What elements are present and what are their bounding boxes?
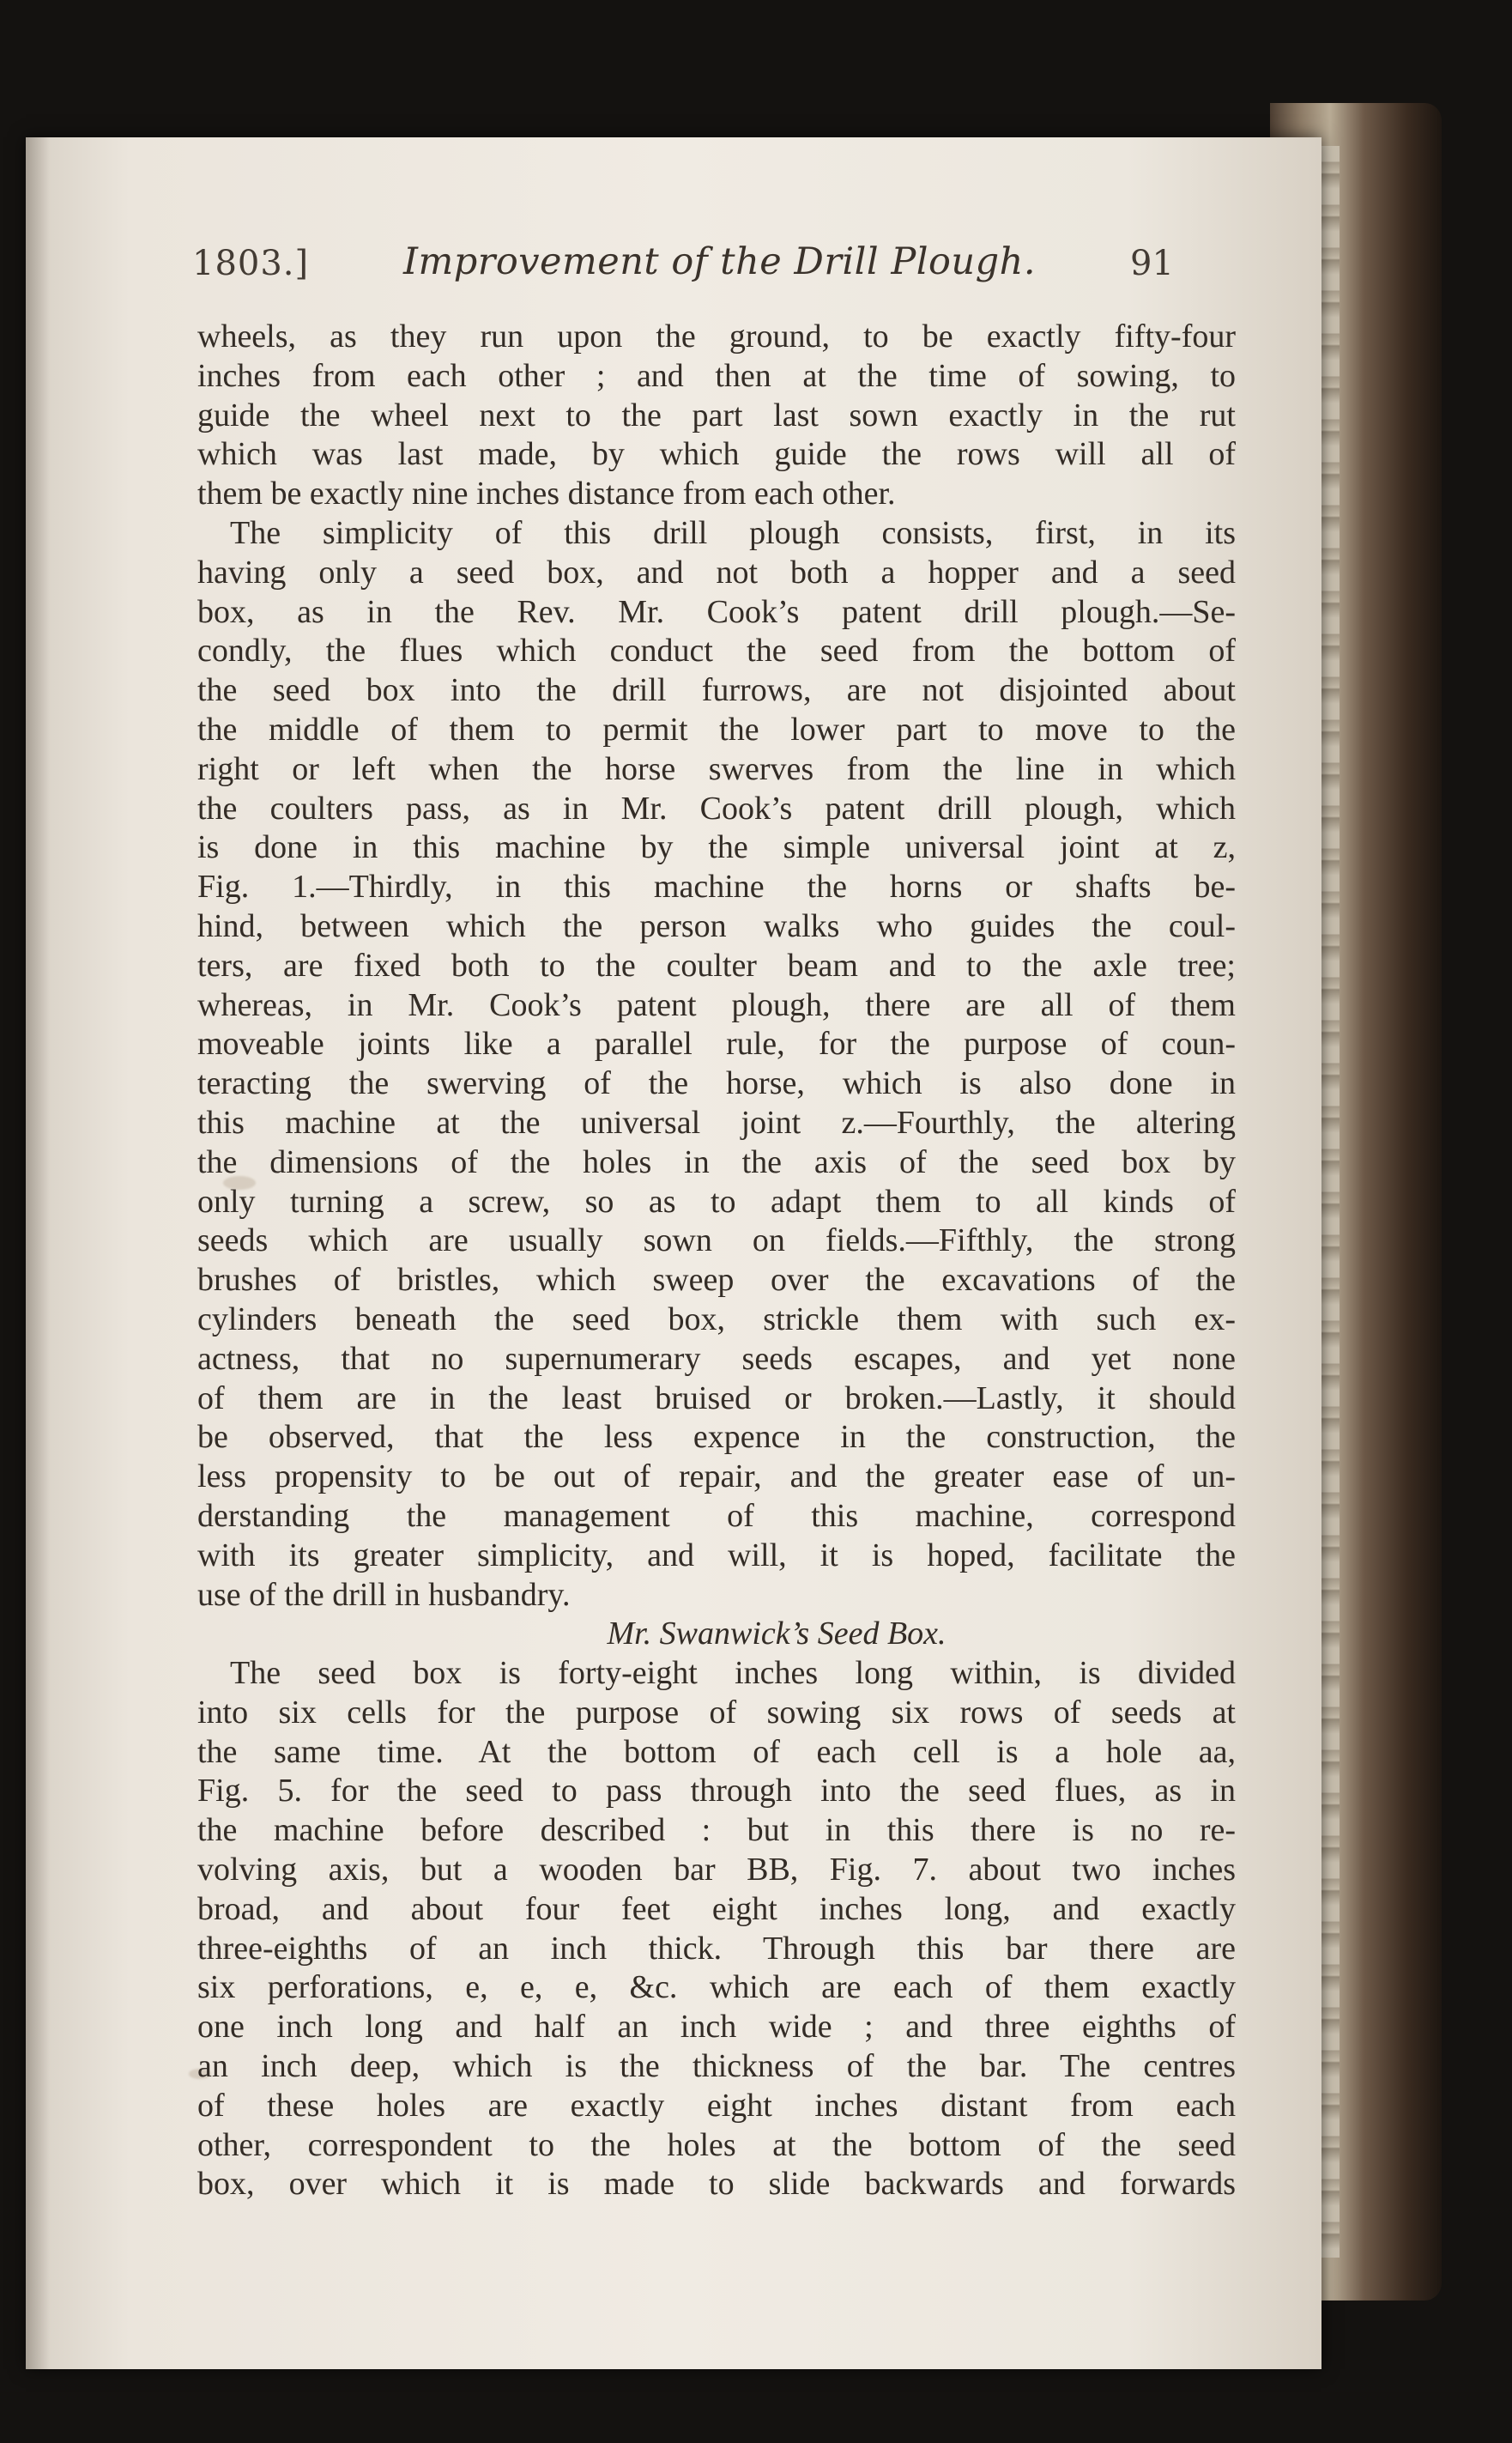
text-line: box, over which it is made to slide backwards and forwards bbox=[197, 2166, 1236, 2203]
text-line: cylinders beneath the seed box, strickle them with such ex- bbox=[197, 1300, 1236, 1337]
text-line: of these holes are exactly eight inches distant from each bbox=[197, 2087, 1236, 2124]
text-line: only turning a screw, so as to adapt them to all kinds of bbox=[197, 1183, 1236, 1220]
text-line: use of the drill in husbandry. bbox=[197, 1576, 571, 1613]
text-line: inches from each other ; and then at the time of sowing, to bbox=[197, 357, 1236, 394]
text-line: be observed, that the less expence in the construction, the bbox=[197, 1419, 1236, 1456]
text-line: which was last made, by which guide the rows will all of bbox=[197, 436, 1236, 473]
text-line: Fig. 5. for the seed to pass through into the seed flues, as in bbox=[197, 1773, 1236, 1810]
page-number: 91 bbox=[1130, 244, 1174, 283]
text-line: ters, are fixed both to the coulter beam and to the axle tree; bbox=[197, 947, 1236, 984]
text-line: them be exactly nine inches distance from each other. bbox=[197, 476, 896, 512]
text-line: seeds which are usually sown on fields.—Fifthly, the strong bbox=[197, 1222, 1236, 1259]
text-line: this machine at the universal joint z.—Fourthly, the altering bbox=[197, 1104, 1236, 1141]
text-line: teracting the swerving of the horse, which is also done in bbox=[197, 1065, 1236, 1102]
text-line: derstanding the management of this machine, correspond bbox=[197, 1497, 1236, 1534]
text-line: with its greater simplicity, and will, it is hoped, facilitate the bbox=[197, 1537, 1236, 1573]
text-line: the dimensions of the holes in the axis of the seed box by bbox=[197, 1143, 1236, 1180]
text-line: hind, between which the person walks who guides the coul- bbox=[197, 907, 1236, 944]
text-line: wheels, as they run upon the ground, to be exactly fifty-four bbox=[197, 318, 1236, 355]
text-line: the machine before described : but in this there is no re- bbox=[197, 1812, 1236, 1849]
text-line: six perforations, e, e, e, &c. which are each of them exactly bbox=[197, 1969, 1236, 2006]
text-line: The seed box is forty-eight inches long within, is divided bbox=[230, 1655, 1236, 1692]
text-line: The simplicity of this drill plough consists, first, in its bbox=[230, 514, 1236, 551]
text-line: less propensity to be out of repair, and the greater ease of un- bbox=[197, 1458, 1236, 1495]
text-line: is done in this machine by the simple universal joint at z, bbox=[197, 829, 1236, 866]
text-line: the middle of them to permit the lower part to move to the bbox=[197, 711, 1236, 748]
text-line: three-eighths of an inch thick. Through this bar there are bbox=[197, 1930, 1236, 1967]
text-line: the coulters pass, as in Mr. Cook’s patent drill plough, which bbox=[197, 790, 1236, 827]
text-line: broad, and about four feet eight inches long, and exactly bbox=[197, 1890, 1236, 1927]
text-line: an inch deep, which is the thickness of the bar. The centres bbox=[197, 2048, 1236, 2085]
text-line: moveable joints like a parallel rule, for the purpose of coun- bbox=[197, 1026, 1236, 1063]
section-heading: Mr. Swanwick’s Seed Box. bbox=[607, 1616, 947, 1652]
text-line: the seed box into the drill furrows, are not disjointed about bbox=[197, 672, 1236, 709]
text-line: whereas, in Mr. Cook’s patent plough, there are all of them bbox=[197, 986, 1236, 1023]
text-line: other, correspondent to the holes at the bottom of the seed bbox=[197, 2126, 1236, 2163]
text-line: into six cells for the purpose of sowing six rows of seeds at bbox=[197, 1694, 1236, 1731]
text-line: right or left when the horse swerves from the line in which bbox=[197, 750, 1236, 787]
text-line: having only a seed box, and not both a hopper and a seed bbox=[197, 554, 1236, 591]
text-line: Fig. 1.—Thirdly, in this machine the horns or shafts be- bbox=[197, 869, 1236, 906]
text-line: of them are in the least bruised or broken.—Lastly, it should bbox=[197, 1379, 1236, 1416]
page-date-left: 1803.] bbox=[192, 244, 310, 283]
text-line: brushes of bristles, which sweep over the excavations of the bbox=[197, 1262, 1236, 1299]
text-line: actness, that no supernumerary seeds escapes, and yet none bbox=[197, 1340, 1236, 1377]
text-line: guide the wheel next to the part last sown exactly in the rut bbox=[197, 397, 1236, 433]
running-head-title: Improvement of the Drill Plough. bbox=[403, 240, 1037, 283]
text-line: condly, the flues which conduct the seed from the bottom of bbox=[197, 633, 1236, 670]
body-text bbox=[197, 318, 1236, 2204]
text-line: the same time. At the bottom of each cell is a hole aa, bbox=[197, 1733, 1236, 1770]
text-line: one inch long and half an inch wide ; and three eighths of bbox=[197, 2009, 1236, 2046]
text-line: volving axis, but a wooden bar BB, Fig. 7. about two inches bbox=[197, 1852, 1236, 1888]
text-line: box, as in the Rev. Mr. Cook’s patent drill plough.—Se- bbox=[197, 593, 1236, 630]
